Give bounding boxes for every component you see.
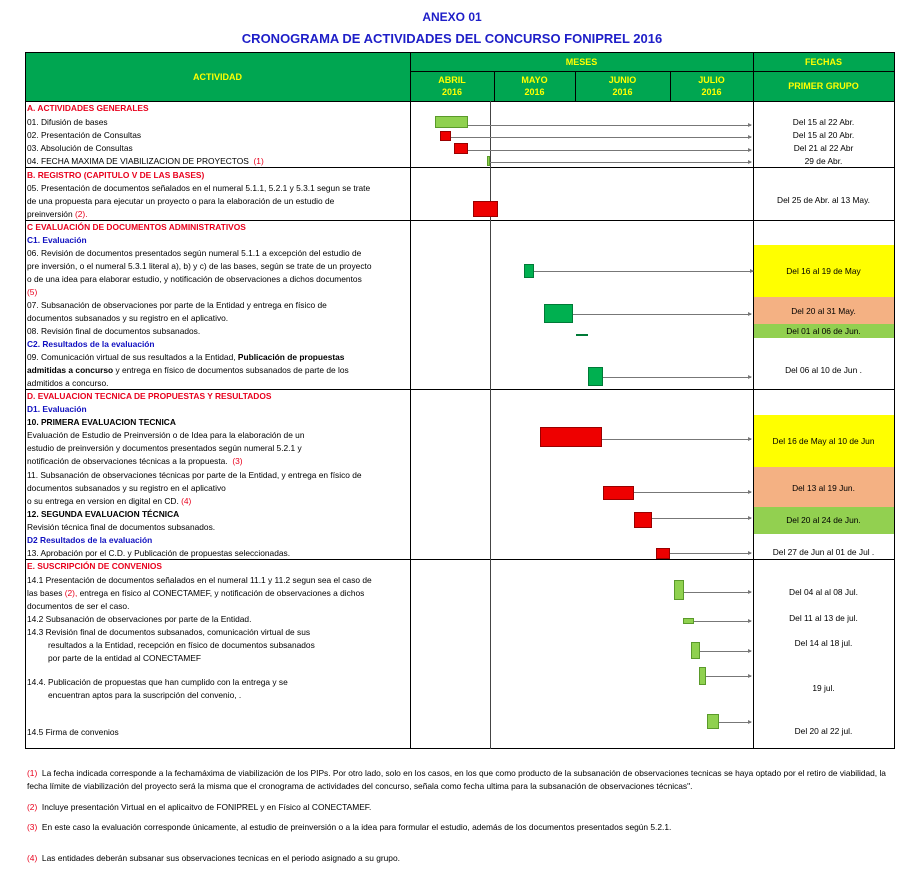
date-12: Del 20 al 24 de Jun. xyxy=(786,515,861,525)
gantt-arrow-04 xyxy=(490,162,751,163)
gantt-bar-04 xyxy=(487,156,490,166)
subsection-c2: C2. Resultados de la evaluación xyxy=(27,339,155,349)
section-c-title: C EVALUACIÓN DE DOCUMENTOS ADMINISTRATIVOS xyxy=(27,222,246,232)
gantt-arrow-12 xyxy=(652,518,751,519)
gantt-arrow-07 xyxy=(573,314,751,315)
activity-14-1-line1: 14.1 Presentación de documentos señalados en el numeral 11.1 y 11.2 segun sea el caso de xyxy=(27,575,372,585)
activity-05-line3: preinversión (2). xyxy=(27,209,88,219)
activity-07-line1: 07. Subsanación de observaciones por parte de la Entidad y entrega en físico de xyxy=(27,300,327,310)
activity-14-3-line3: por parte de la entidad al CONECTAMEF xyxy=(48,653,201,663)
activity-12-line1: Revisión técnica final de documentos subsanados. xyxy=(27,522,216,532)
activity-10-title: 10. PRIMERA EVALUACION TECNICA xyxy=(27,417,176,427)
date-02: Del 15 al 20 Abr. xyxy=(792,130,855,140)
gantt-bar-08 xyxy=(576,334,588,336)
section-d-title: D. EVALUACION TECNICA DE PROPUESTAS Y RESULTADOS xyxy=(27,391,272,401)
gantt-arrow-01 xyxy=(468,125,751,126)
date-05: Del 25 de Abr. al 13 May. xyxy=(777,195,870,205)
gantt-bar-10 xyxy=(540,427,602,447)
footnote-4: (4) Las entidades deberán subsanar sus observaciones tecnicas en el periodo asignado a su grupo. xyxy=(27,853,400,863)
gantt-bar-14-1 xyxy=(674,580,684,600)
date-10: Del 16 de May al 10 de Jun xyxy=(772,436,875,446)
gantt-arrow-03 xyxy=(468,150,751,151)
date-06: Del 16 al 19 de May xyxy=(786,266,861,276)
gantt-bar-02 xyxy=(440,131,451,141)
date-14-1: Del 04 al al 08 Jul. xyxy=(789,587,858,597)
activity-05-line2: de una propuesta para ejecutar un proyecto o para la elaboración de un estudio de xyxy=(27,196,335,206)
date-03: Del 21 al 22 Abr xyxy=(793,143,854,153)
footnote-1: (1) La fecha indicada corresponde a la fechamáxima de viabilización de los PIPs. Por otro lado, solo en los casos, en los que como producto de la subsanación de observaciones tecnicas se haya optado por el retiro de viabilidad, la fecha límite de viabilización del proyecto será la misma que el cronograma de actividades del concurso, señala como fecha ultima para la subsanación de observaciones técnicas". xyxy=(27,768,886,791)
activity-09-line1: 09. Comunicación virtual de sus resultados a la Entidad, Publicación de propuestas xyxy=(27,352,345,362)
date-08: Del 01 al 06 de Jun. xyxy=(786,326,861,336)
header-month-april: ABRIL 2016 xyxy=(410,71,494,101)
activity-11-line2: documentos subsanados y su registro en el aplicativo xyxy=(27,483,226,493)
activity-11-line1: 11. Subsanación de observaciones técnicas por parte de la Entidad, y entrega en físico de xyxy=(27,470,362,480)
activity-14-1-line2: las bases (2), entrega en físico al CONECTAMEF, y notificación de observaciones a dichos xyxy=(27,588,365,598)
activity-01: 01. Difusión de bases xyxy=(27,117,108,127)
date-11: Del 13 al 19 Jun. xyxy=(792,483,855,493)
date-09: Del 06 al 10 de Jun . xyxy=(785,365,862,375)
activity-14-4-line1: 14.4. Publicación de propuestas que han cumplido con la entrega y se xyxy=(27,677,288,687)
gantt-arrow-14-2 xyxy=(694,621,751,622)
date-14-3: Del 14 al 18 jul. xyxy=(794,638,853,648)
date-13: Del 27 de Jun al 01 de Jul . xyxy=(772,547,875,557)
activity-14-5: 14.5 Firma de convenios xyxy=(27,727,119,737)
activity-10-line1: Evaluación de Estudio de Preinversión o de Idea para la elaboración de un xyxy=(27,430,305,440)
activity-07-line2: documentos subsanados y su registro en el aplicativo. xyxy=(27,313,229,323)
gantt-arrow-09 xyxy=(603,377,751,378)
activity-14-2: 14.2 Subsanación de observaciones por parte de la Entidad. xyxy=(27,614,252,624)
activity-06-ref: (5) xyxy=(27,287,38,297)
activity-12-title: 12. SEGUNDA EVALUACION TÉCNICA xyxy=(27,509,180,519)
gantt-bar-11 xyxy=(603,486,634,500)
activity-14-1-line3: documentos de ser el caso. xyxy=(27,601,130,611)
activity-06-line1: 06. Revisión de documentos presentados según numeral 5.1.1 a excepción del estudio de xyxy=(27,248,362,258)
gantt-bar-07 xyxy=(544,304,573,323)
gantt-bar-14-2 xyxy=(683,618,694,624)
header-month-may: MAYO 2016 xyxy=(494,71,575,101)
date-07: Del 20 al 31 May. xyxy=(791,306,856,316)
gantt-bar-05 xyxy=(473,201,498,217)
gantt-arrow-14-4 xyxy=(706,676,751,677)
gantt-bar-14-3 xyxy=(691,642,700,659)
page-title: CRONOGRAMA DE ACTIVIDADES DEL CONCURSO FONIPREL 2016 xyxy=(241,31,663,46)
subsection-d2: D2 Resultados de la evaluación xyxy=(27,535,153,545)
activity-02: 02. Presentación de Consultas xyxy=(27,130,142,140)
section-e-title: E. SUSCRIPCIÓN DE CONVENIOS xyxy=(27,561,162,571)
gantt-arrow-06 xyxy=(534,271,753,272)
header-months: MESES xyxy=(410,52,753,71)
gantt-arrow-13 xyxy=(670,553,751,554)
gantt-arrow-14-3 xyxy=(700,651,751,652)
activity-11-line3: o su entrega en version en digital en CD. (4) xyxy=(27,496,192,506)
gantt-bar-13 xyxy=(656,548,670,559)
date-04: 29 de Abr. xyxy=(804,156,843,166)
activity-10-line3: notificación de observaciones técnicas a la propuesta. (3) xyxy=(27,456,243,466)
header-month-july: JULIO 2016 xyxy=(670,71,753,101)
header-dates: FECHAS xyxy=(753,52,894,71)
gantt-arrow-10 xyxy=(602,439,751,440)
activity-03: 03. Absolución de Consultas xyxy=(27,143,133,153)
activity-06-line2: pre inversión, o el numeral 5.3.1 literal a), b) y c) de las bases, según se trate de un proyecto xyxy=(27,261,372,271)
gantt-arrow-14-1 xyxy=(684,592,751,593)
section-b-title: B. REGISTRO (CAPITULO V DE LAS BASES) xyxy=(27,170,205,180)
gantt-bar-03 xyxy=(454,143,468,154)
date-14-4: 19 jul. xyxy=(812,683,835,693)
activity-14-4-line2: encuentran aptos para la suscripción del convenio, . xyxy=(48,690,242,700)
gantt-arrow-02 xyxy=(451,137,751,138)
gantt-arrow-11 xyxy=(634,492,751,493)
activity-13: 13. Aprobación por el C.D. y Publicación de propuestas seleccionadas. xyxy=(27,548,291,558)
date-14-5: Del 20 al 22 jul. xyxy=(794,726,853,736)
activity-09-line3: admitidos a concurso. xyxy=(27,378,109,388)
header-first-group: PRIMER GRUPO xyxy=(753,71,894,101)
gantt-arrow-14-5 xyxy=(719,722,751,723)
activity-05-line1: 05. Presentación de documentos señalados en el numeral 5.1.1, 5.2.1 y 5.3.1 segun se trate xyxy=(27,183,371,193)
gantt-bar-01 xyxy=(435,116,468,128)
gantt-bar-14-4 xyxy=(699,667,706,685)
date-01: Del 15 al 22 Abr. xyxy=(792,117,855,127)
activity-06-line3: o de una idea para elaborar estudio, y notificación de observaciones a dichos documentos xyxy=(27,274,362,284)
annex-label: ANEXO 01 xyxy=(422,10,482,24)
subsection-d1: D1. Evaluación xyxy=(27,404,87,414)
activity-08: 08. Revisión final de documentos subsanados. xyxy=(27,326,201,336)
activity-14-3-line2: resultados a la Entidad, recepción en físico de documentos subsanados xyxy=(48,640,315,650)
section-a-title: A. ACTIVIDADES GENERALES xyxy=(27,103,149,113)
activity-10-line2: estudio de preinversión y documentos presentados según numeral 5.2.1 y xyxy=(27,443,302,453)
activity-04: 04. FECHA MAXIMA DE VIABILIZACION DE PROYECTOS (1) xyxy=(27,156,264,166)
activity-14-3-line1: 14.3 Revisión final de documentos subsanados, comunicación virtual de sus xyxy=(27,627,311,637)
date-14-2: Del 11 al 13 de jul. xyxy=(789,613,858,623)
gantt-bar-14-5 xyxy=(707,714,719,729)
gantt-bar-06 xyxy=(524,264,534,278)
gantt-bar-09 xyxy=(588,367,603,386)
header-month-june: JUNIO 2016 xyxy=(575,71,670,101)
footnote-2: (2) Incluye presentación Virtual en el aplicaitvo de FONIPREL y en Físico al CONECTAMEF. xyxy=(27,802,372,812)
activity-09-line2: admitidas a concurso y entrega en físico de documentos subsanados de parte de los xyxy=(27,365,349,375)
gantt-bar-12 xyxy=(634,512,652,528)
footnote-3: (3) En este caso la evaluación corresponde únicamente, al estudio de preinversión o a la idea para formular el estudio, además de los documentos presentados según 5.2.1. xyxy=(27,822,672,832)
subsection-c1: C1. Evaluación xyxy=(27,235,87,245)
header-activity: ACTIVIDAD xyxy=(25,52,410,101)
